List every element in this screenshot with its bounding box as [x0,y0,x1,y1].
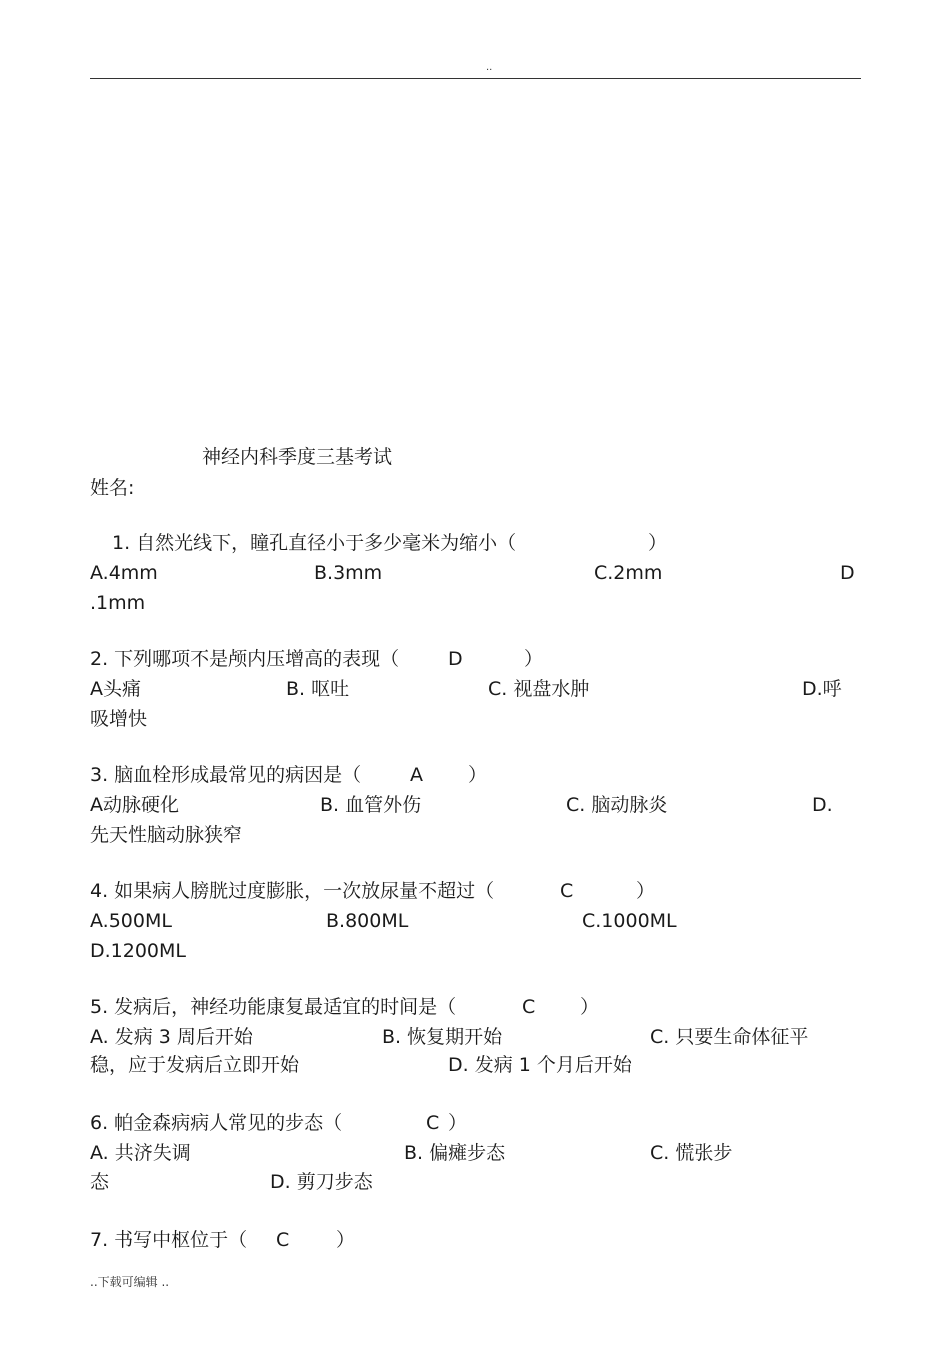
q3-option-d: D. [812,794,833,816]
q4-close-paren: ） [636,880,656,902]
q5-option-b: B. 恢复期开始 [382,1026,503,1048]
q3-close-paren: ） [468,764,488,786]
q6-option-d: D. 剪刀步态 [270,1171,373,1193]
q1-close-paren: ） [648,532,668,554]
q2-option-a: A头痛 [90,678,141,700]
q7-close-paren: ） [336,1229,356,1251]
q1-option-d-cont: .1mm [90,592,146,614]
header-rule [90,78,861,79]
page-title: 神经内科季度三基考试 [202,446,393,468]
q2-option-c: C. 视盘水肿 [488,678,590,700]
q6-option-b: B. 偏瘫步态 [404,1142,506,1164]
q1-option-a: A.4mm [90,562,158,584]
q1-stem: 1. 自然光线下，瞳孔直径小于多少毫米为缩小（ [112,532,517,554]
q5-option-c: C. 只要生命体征平 [650,1026,809,1048]
q4-option-c: C.1000ML [582,910,677,932]
q6-option-c-cont: 态 [90,1171,110,1193]
q5-answer: C [522,996,536,1018]
q5-close-paren: ） [580,996,600,1018]
footer-note: ..下载可编辑 .. [90,1275,170,1289]
q3-option-d-cont: 先天性脑动脉狭窄 [90,824,243,846]
header-mark: .. [486,62,493,73]
q6-option-a: A. 共济失调 [90,1142,191,1164]
q5-option-d: D. 发病 1 个月后开始 [448,1054,632,1076]
q7-answer: C [276,1229,290,1251]
q3-answer: A [410,764,423,786]
q4-stem: 4. 如果病人膀胱过度膨胀，一次放尿量不超过（ [90,880,495,902]
q2-option-b: B. 呕吐 [286,678,350,700]
q4-option-b: B.800ML [326,910,409,932]
name-label: 姓名: [90,477,135,499]
q1-option-b: B.3mm [314,562,383,584]
q2-close-paren: ） [524,648,544,670]
q1-option-c: C.2mm [594,562,663,584]
q4-option-a: A.500ML [90,910,172,932]
q3-option-a: A动脉硬化 [90,794,179,816]
q3-stem: 3. 脑血栓形成最常见的病因是（ [90,764,362,786]
q4-option-d: D.1200ML [90,940,187,962]
q3-option-b: B. 血管外伤 [320,794,422,816]
q2-option-d: D.呼 [802,678,842,700]
q5-option-a: A. 发病 3 周后开始 [90,1026,253,1048]
q7-stem: 7. 书写中枢位于（ [90,1229,248,1251]
q6-option-c: C. 慌张步 [650,1142,733,1164]
q6-answer: C [426,1112,440,1134]
q1-option-d: D [840,562,855,584]
q5-stem: 5. 发病后，神经功能康复最适宜的时间是（ [90,996,457,1018]
q2-stem: 2. 下列哪项不是颅内压增高的表现（ [90,648,400,670]
q6-stem: 6. 帕金森病病人常见的步态（ [90,1112,343,1134]
q6-close-paren: ） [448,1112,468,1134]
q2-option-d-cont: 吸增快 [90,708,148,730]
q5-option-c-cont: 稳，应于发病后立即开始 [90,1054,300,1076]
q4-answer: C [560,880,574,902]
q3-option-c: C. 脑动脉炎 [566,794,668,816]
q2-answer: D [448,648,463,670]
